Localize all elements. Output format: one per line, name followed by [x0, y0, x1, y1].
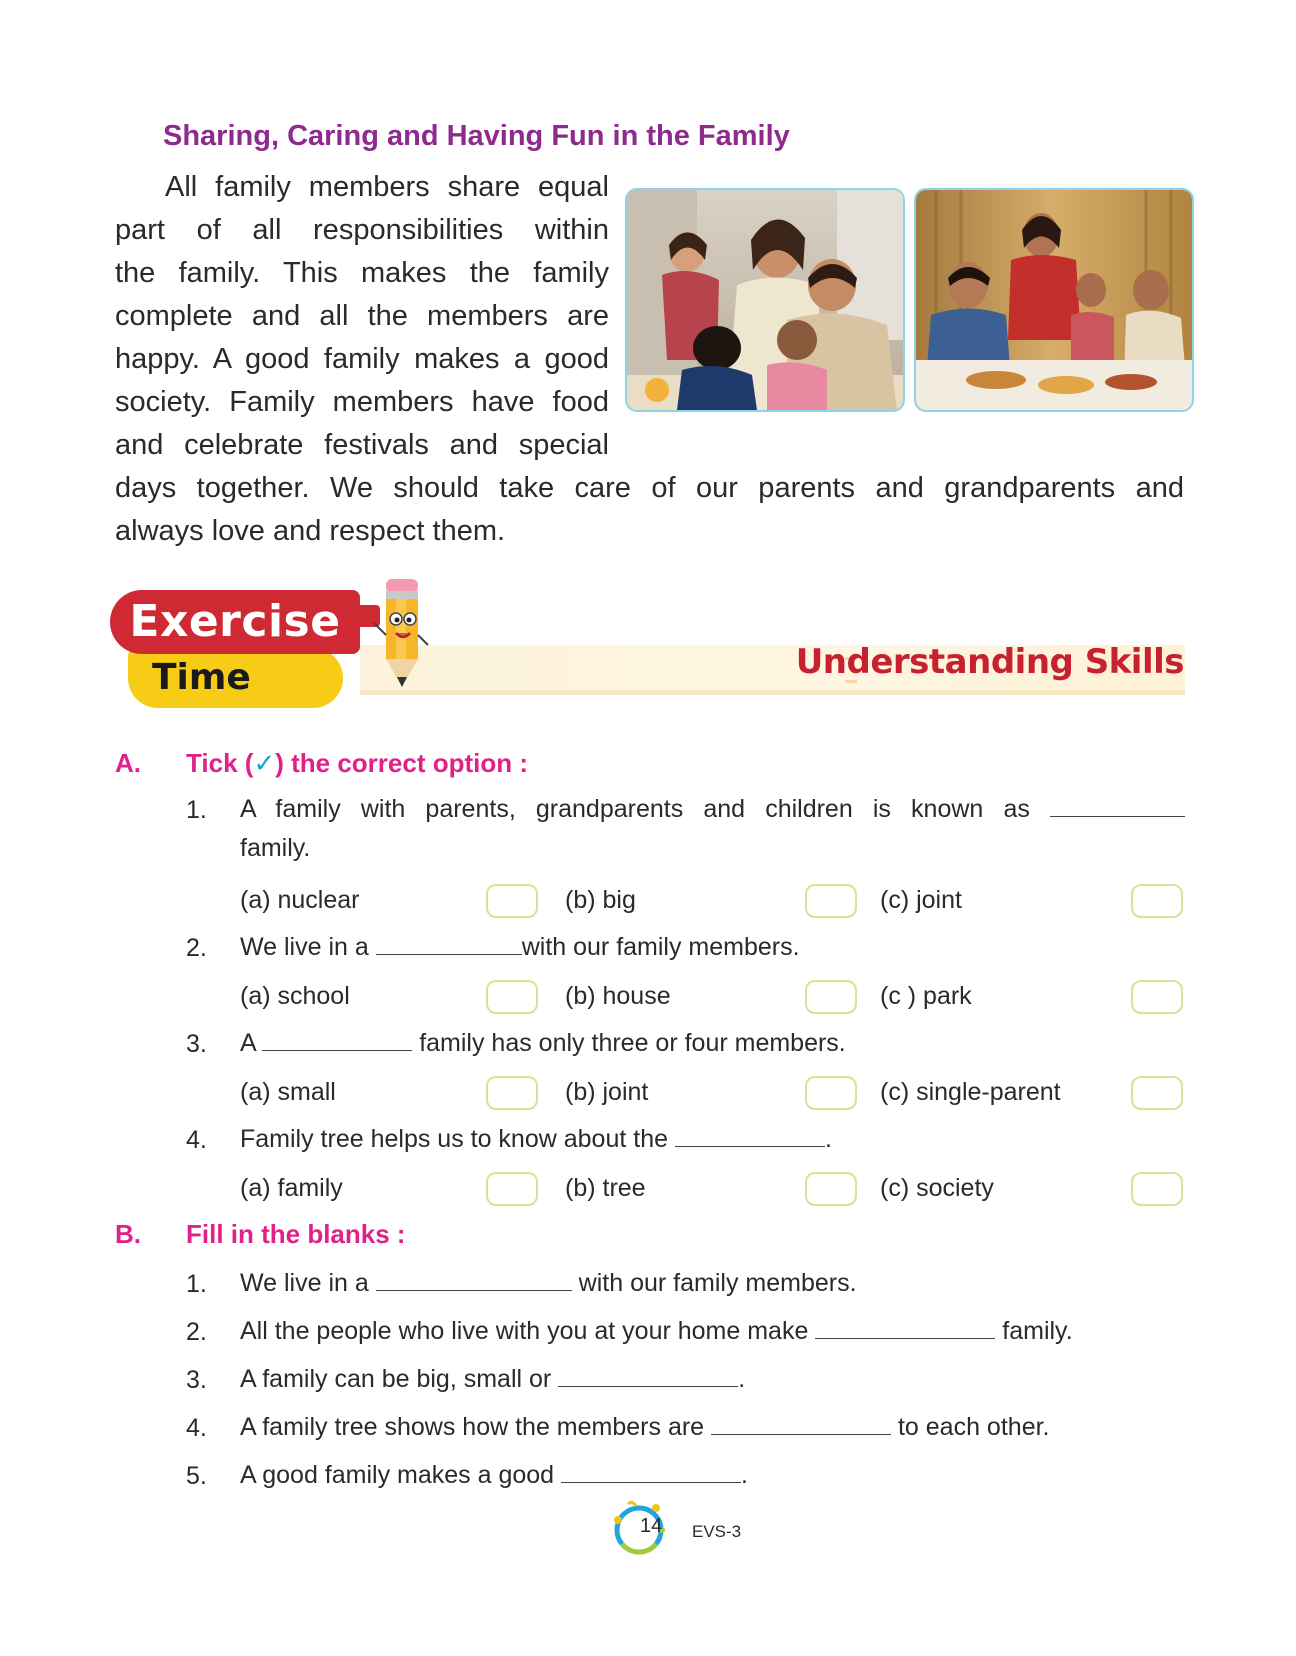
question-1-text: A family with parents, grandparents and children is known as	[240, 790, 1185, 828]
para-line-3: the family. This makes the family	[115, 257, 609, 289]
banner-strip-shadow	[360, 690, 1185, 695]
fill-1-number: 1.	[186, 1270, 207, 1298]
fill-3-number: 3.	[186, 1366, 207, 1394]
q1-option-a: (a) nuclear	[240, 886, 360, 914]
q1-option-c: (c) joint	[880, 886, 962, 914]
fill-4-number: 4.	[186, 1414, 207, 1442]
question-2-text: We live in a with our family members.	[240, 933, 800, 961]
q3-option-a: (a) small	[240, 1078, 336, 1106]
q1-option-a-checkbox[interactable]	[486, 884, 538, 918]
para-line-5: happy. A good family makes a good	[115, 343, 609, 375]
family-dinner-photo	[914, 188, 1194, 412]
para-line-8: days together. We should take care of our parents and grandparents and	[115, 472, 1184, 504]
page-number: 14	[640, 1515, 663, 1537]
q2-option-c-checkbox[interactable]	[1131, 980, 1183, 1014]
q2-option-b-checkbox[interactable]	[805, 980, 857, 1014]
time-badge: Time	[128, 648, 343, 708]
question-2-number: 2.	[186, 934, 207, 962]
fill-5-number: 5.	[186, 1462, 207, 1490]
family-kitchen-photo	[625, 188, 905, 412]
question-1-text-cont: family.	[240, 834, 311, 862]
fill-1-text: We live in a with our family members.	[240, 1269, 857, 1297]
understanding-skills-label: Understanding Skills	[795, 642, 1184, 682]
book-code: EVS-3	[692, 1522, 742, 1541]
pencil-mascot-icon	[372, 575, 432, 695]
answer-blank	[376, 932, 522, 955]
answer-blank	[1050, 794, 1185, 817]
tick-icon: ✓	[253, 748, 276, 778]
fill-5-text: A good family makes a good .	[240, 1461, 748, 1489]
fill-2-text: All the people who live with you at your home make family.	[240, 1317, 1073, 1345]
q4-option-b-checkbox[interactable]	[805, 1172, 857, 1206]
para-line-7: and celebrate festivals and special	[115, 429, 609, 461]
q2-option-a-checkbox[interactable]	[486, 980, 538, 1014]
fill-3-text: A family can be big, small or .	[240, 1365, 746, 1393]
q3-option-b: (b) joint	[565, 1078, 649, 1106]
q3-option-b-checkbox[interactable]	[805, 1076, 857, 1110]
question-4-text: Family tree helps us to know about the .	[240, 1125, 832, 1153]
q4-option-c-checkbox[interactable]	[1131, 1172, 1183, 1206]
para-line-1: All family members share equal	[165, 171, 609, 203]
q3-option-a-checkbox[interactable]	[486, 1076, 538, 1110]
q1-option-b: (b) big	[565, 886, 636, 914]
q1-option-b-checkbox[interactable]	[805, 884, 857, 918]
para-line-9: always love and respect them.	[115, 515, 506, 547]
q3-option-c: (c) single-parent	[880, 1078, 1061, 1106]
para-line-2: part of all responsibilities within	[115, 214, 609, 246]
q1-option-c-checkbox[interactable]	[1131, 884, 1183, 918]
answer-blank	[376, 1268, 572, 1291]
answer-blank	[711, 1412, 891, 1435]
section-a-heading: Tick (✓) the correct option :	[186, 748, 529, 778]
q4-option-a-checkbox[interactable]	[486, 1172, 538, 1206]
q4-option-a: (a) family	[240, 1174, 343, 1202]
exercise-badge: Exercise	[110, 590, 360, 654]
question-1-number: 1.	[186, 796, 207, 824]
answer-blank	[675, 1124, 825, 1147]
question-4-number: 4.	[186, 1126, 207, 1154]
q3-option-c-checkbox[interactable]	[1131, 1076, 1183, 1110]
question-3-number: 3.	[186, 1030, 207, 1058]
section-b-letter: B.	[115, 1219, 141, 1249]
q4-option-b: (b) tree	[565, 1174, 646, 1202]
answer-blank	[262, 1028, 412, 1051]
q2-option-a: (a) school	[240, 982, 350, 1010]
answer-blank	[561, 1460, 741, 1483]
q2-option-b: (b) house	[565, 982, 671, 1010]
para-line-6: society. Family members have food	[115, 386, 609, 418]
section-b-heading: Fill in the blanks :	[186, 1219, 406, 1249]
question-3-text: A family has only three or four members.	[240, 1029, 846, 1057]
section-title: Sharing, Caring and Having Fun in the Family	[163, 120, 790, 152]
fill-4-text: A family tree shows how the members are to each other.	[240, 1413, 1050, 1441]
q4-option-c: (c) society	[880, 1174, 994, 1202]
section-a-letter: A.	[115, 748, 141, 778]
fill-2-number: 2.	[186, 1318, 207, 1346]
answer-blank	[558, 1364, 738, 1387]
q2-option-c: (c ) park	[880, 982, 972, 1010]
answer-blank	[815, 1316, 995, 1339]
para-line-4: complete and all the members are	[115, 300, 609, 332]
